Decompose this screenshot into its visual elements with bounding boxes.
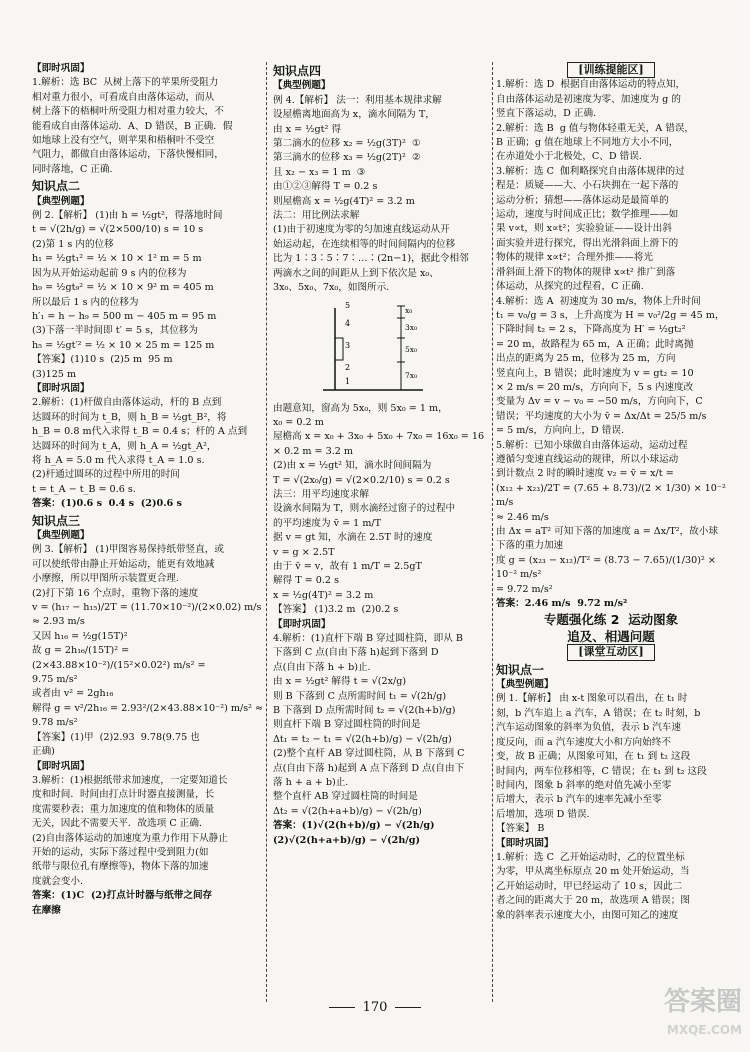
text-line: Δt₁ = t₂ − t₁ = √(2(h+b)/g) − √(2h/g) — [273, 733, 452, 745]
text-line: 3x₀、5x₀、7x₀，如图所示. — [273, 282, 390, 294]
text-line: 面实验并进行探究，得出光滑斜面上滑下的 — [496, 237, 679, 249]
text-line: 变量为 Δv = v − v₀ = −50 m/s，方向向下，C — [496, 396, 703, 408]
text-line: 气阻力，都做自由落体运动，下落快慢相同， — [32, 149, 224, 161]
text-line: 且 x₂ − x₃ = 1 m ③ — [273, 166, 366, 178]
text-line: 3.解析：选 C 伽利略探究自由落体规律的过 — [496, 165, 685, 177]
text-line: (2)整个直杆 AB 穿过圆柱筒，从 B 下落到 C — [273, 748, 465, 760]
text-line: x = ½g(4T)² = 3.2 m — [273, 589, 374, 601]
text-line: (3)125 m — [32, 368, 77, 380]
text-line: 能看成自由落体运动．A、D 错误，B 正确．假 — [32, 120, 233, 132]
answer-line: (2)√(2(h+a+b)/g) − √(2h/g) — [273, 834, 421, 846]
drop-number-label: 1 — [345, 376, 351, 386]
text-line: 到计数点 2 时的瞬时速度 v₂ = v̄ = x/t = — [496, 468, 674, 480]
watermark-sub: MXQE.COM — [666, 1023, 742, 1037]
text-line: 或者由 v² = 2gh₁₆ — [32, 688, 114, 700]
text-line: 由 x = ½gt² 解得 t = √(2x/g) — [273, 676, 407, 688]
text-line: 下落到 C 点(自由下落 h)起到下落到 D — [273, 647, 439, 659]
text-line: 无关，因此不需要天平．故选项 C 正确． — [32, 818, 209, 830]
spacing-label: 5x₀ — [405, 344, 418, 354]
text-line: 时间内，图象 b 斜率的绝对值先减小至零 — [496, 779, 672, 791]
text-line: 整个直杆 AB 穿过圆柱筒的时间是 — [273, 791, 418, 803]
diagram-svg — [313, 298, 433, 398]
text-line: 【答案】(1)10 s (2)5 m 95 m — [32, 354, 173, 366]
text-line: 1.解析：选 C 乙开始运动时，乙的位置坐标 — [496, 851, 685, 863]
text-line: Δt₂ = √(2(h+a+b)/g) − √(2h/g) — [273, 805, 422, 817]
text-line: T = √(2x₀/g) = √(2×0.2/10) s = 0.2 s — [273, 474, 450, 486]
text-line: = 5 m/s，方向向上，D 错误. — [496, 425, 625, 437]
text-line: t = √(2h/g) = √(2×500/10) s = 10 s — [32, 224, 204, 236]
answer-line: 在摩擦 — [32, 904, 61, 916]
text-line: 如地球上没有空气，则苹果和梧桐叶不受空 — [32, 135, 215, 147]
column-right — [496, 62, 729, 923]
text-line: 又因 h₁₆ = ½g(15T)² — [32, 630, 128, 642]
text-line: 屋檐高 x = x₀ + 3x₀ + 5x₀ + 7x₀ = 16x₀ = 16 — [273, 431, 485, 443]
text-line: 3.解析：(1)根据纸带求加速度，一定要知道长 — [32, 774, 228, 786]
boxed-heading-frame: [训练提能区] — [567, 62, 654, 78]
text-line: 竖直向上，B 错误；此时速度为 v = gt₂ = 10 — [496, 367, 694, 379]
text-line: 比为 1∶3∶5∶7∶…∶(2n−1)，据此令相邻 — [273, 253, 469, 265]
watermark-main: 答案圈 — [663, 987, 742, 1017]
text-line: 竖直下落运动，D 正确. — [496, 108, 597, 120]
subsection-tag: 【典型例题】 — [32, 530, 90, 541]
text-line: 的平均速度为 v̄ = 1 m/T — [273, 517, 382, 529]
text-line: 自由落体运动是初速度为零、加速度为 g 的 — [496, 93, 681, 105]
text-line: 象的斜率表示速度大小，由图可知乙的速度 — [496, 909, 679, 921]
page-number — [0, 1000, 750, 1015]
text-line: 两滴水之间的间距从上到下依次是 x₀、 — [273, 267, 439, 279]
text-line: 设屋檐离地面高为 x，滴水间隔为 T， — [273, 109, 435, 121]
text-line: 同时落地，C 正确. — [32, 163, 113, 175]
spacing-label: x₀ — [405, 305, 413, 315]
text-line: (3)下落一半时间即 t′ = 5 s，其位移为 — [32, 325, 199, 337]
column-divider — [266, 62, 267, 1002]
text-line: 度就会变小. — [32, 875, 84, 887]
text-line: (1)由于初速度为零的匀加速直线运动从开 — [273, 224, 450, 236]
section-heading: 知识点一 — [496, 662, 545, 677]
drop-number-label: 3 — [345, 340, 351, 350]
answer-line: 答案：2.46 m/s 9.72 m/s² — [496, 598, 628, 610]
boxed-heading-frame: [课堂互动区] — [567, 644, 654, 660]
text-line: 刻，b 汽车追上 a 汽车，A 错误；在 t₂ 时刻，b — [496, 707, 701, 719]
text-line: 例 2.【解析】 (1)由 h = ½gt²，得落地时间 — [32, 210, 223, 222]
text-line: 2.解析：选 B g 值与物体轻重无关，A 错误， — [496, 122, 695, 134]
text-line: 开始的运动，实际下落过程中受到阻力(如 — [32, 846, 209, 858]
text-line: 则 B 下落到 C 点所需时间 t₁ = √(2h/g) — [273, 690, 447, 702]
text-line: 5.解析：已知小球做自由落体运动，运动过程 — [496, 439, 688, 451]
text-line: = 20 m，故路程为 65 m，A 正确；此时离抛 — [496, 338, 694, 350]
watermark-logo — [664, 988, 742, 1044]
text-line: 1.解析：选 D 根据自由落体运动的特点知， — [496, 79, 686, 91]
text-line: × 0.2 m = 3.2 m — [273, 445, 354, 457]
text-line: 例 4.【解析】 法一：利用基本规律求解 — [273, 94, 442, 106]
text-line: 正确) — [32, 746, 55, 758]
text-line: 汽车运动图象的斜率为负值，表示 b 汽车速 — [496, 722, 681, 734]
text-line: 运动，速度与时间成正比；数学推理——如 — [496, 209, 679, 221]
drop-number-label: 2 — [345, 362, 351, 372]
window-frame — [335, 338, 343, 360]
text-line: 下降时间 t₂ = 2 s，下降高度为 H′ = ½gt₂² — [496, 324, 686, 336]
text-line: x₀ = 0.2 m — [273, 416, 324, 428]
text-line: 例 1.【解析】 由 x-t 图象可以看出，在 t₁ 时 — [496, 693, 688, 705]
text-line: 点(自由下落 h)起到 A 点下落到 D 点(自由下 — [273, 762, 465, 774]
text-line: 始运动起，在连续相等的时间间隔内的位移 — [273, 238, 456, 250]
column-middle — [273, 62, 491, 848]
text-line: 由题意知，窗高为 5x₀，则 5x₀ = 1 m， — [273, 402, 448, 414]
subsection-tag: 【即时巩固】 — [273, 618, 331, 630]
text-line: 例 3.【解析】 (1)甲图容易保持纸带竖直，或 — [32, 544, 224, 556]
subsection-tag: 【即时巩固】 — [32, 760, 90, 772]
text-line: 2.解析：(1)杆做自由落体运动，杆的 B 点到 — [32, 397, 222, 409]
subsection-tag: 【即时巩固】 — [32, 382, 90, 394]
column-divider — [492, 62, 493, 1002]
window-drip-diagram — [313, 298, 491, 398]
text-line: 变，故 B 正确；从图象可知，在 t₁ 到 t₂ 这段 — [496, 751, 691, 763]
text-line: 将 h_A = 5.0 m 代入求得 t_A = 1.0 s. — [32, 454, 205, 466]
text-line: 程是：质疑——大、小石块拥在一起下落的 — [496, 180, 679, 192]
text-line: 在赤道处小于北极处，C、D 错误. — [496, 151, 642, 163]
text-line: × 2 m/s = 20 m/s，方向向下，5 s 内速度改 — [496, 381, 694, 393]
text-line: 出点的距离为 25 m，位移为 25 m，方向 — [496, 353, 676, 365]
section-heading: 知识点二 — [32, 179, 81, 194]
text-line: 者之间的距离大于 20 m，故选项 A 错误；图 — [496, 895, 690, 907]
spacing-label: 7x₀ — [405, 370, 418, 380]
text-line: 树上落下的梧桐叶所受阻力相对重力较大，不 — [32, 106, 224, 118]
text-line: 解得 T = 0.2 s — [273, 575, 340, 587]
text-line: t = t_A − t_B = 0.6 s. — [32, 483, 136, 495]
text-line: 落 h + a + b)止. — [273, 777, 349, 789]
text-line: v = g × 2.5T — [273, 546, 335, 558]
text-line: ≈ 2.46 m/s — [496, 511, 549, 523]
text-line: 【答案】(1)甲 (2)2.93 9.78(9.75 也 — [32, 731, 200, 743]
text-line: 可以使纸带由静止开始运动，能更有效地减 — [32, 558, 215, 570]
text-line: 为零，甲从离坐标原点 20 m 处开始运动，当 — [496, 866, 690, 878]
text-line: 度 g = (x₂₃ − x₁₂)/T² = (8.73 − 7.65)/(1/30)² × 10⁻² m/s² — [496, 554, 719, 581]
text-line: h_B = 0.8 m代入求得 t_B = 0.4 s；杆的 A 点到 — [32, 426, 248, 438]
text-line: 相对重力很小，可看成自由落体运动，而从 — [32, 91, 215, 103]
text-line: 所以最后 1 s 内的位移为 — [32, 296, 139, 308]
text-line: 设滴水间隔为 T，则水滴经过窗子的过程中 — [273, 503, 456, 515]
text-line: 【答案】 (1)3.2 m (2)0.2 s — [273, 604, 399, 616]
subsection-tag: 【典型例题】 — [496, 679, 554, 691]
subsection-tag: 【典型例题】 — [273, 80, 331, 92]
text-line: h₉ = ½gt₉² = ½ × 10 × 9² m = 405 m — [32, 282, 214, 294]
text-line: (x₁₂ + x₂₃)/2T = (7.65 + 8.73)/(2 × 1/30) × 10⁻² m/s — [496, 482, 729, 509]
answer-line: 答案：(1)√(2(h+b)/g) − √(2h/g) — [273, 820, 435, 832]
text-line: 9.75 m/s² — [32, 674, 78, 686]
text-line: 故 g = 2h₁₆/(15T)² = (2×43.88×10⁻²)/(15²×0.02²) m/s² = — [32, 645, 206, 671]
text-line: 遵循匀变速直线运动的规律，所以小球运动 — [496, 453, 679, 465]
text-line: 法三：用平均速度求解 — [273, 488, 369, 500]
drop-number-label: 5 — [345, 300, 351, 310]
text-line: 第三滴水的位移 x₃ = ½g(2T)² ② — [273, 152, 421, 164]
text-line: 法二：用比例法求解 — [273, 210, 360, 222]
text-line: 由 x = ½gt² 得 — [273, 123, 341, 135]
text-line: 由①②③解得 T = 0.2 s — [273, 181, 378, 193]
text-line: 运动分析；猜想——落体运动是最简单的 — [496, 194, 669, 206]
text-line: 物体的规律 x∝t²；合理外推——将光 — [496, 252, 653, 264]
text-line: B 正确；g 值在地球上不同地方大小不同， — [496, 137, 679, 149]
text-line: 由于 v̄ = v，故有 1 m/T = 2.5gT — [273, 560, 422, 572]
text-line: 后增大，表示 b 汽车的速率先减小至零 — [496, 794, 662, 806]
subsection-tag: 【典型例题】 — [32, 195, 90, 207]
text-line: 1.解析：选 BC 从树上落下的苹果所受阻力 — [32, 77, 219, 89]
text-line: 据 v = gt 知，水滴在 2.5T 时的速度 — [273, 532, 433, 544]
text-line: 错误；平均速度的大小为 v̄ = Δx/Δt = 25/5 m/s — [496, 410, 707, 422]
column-left — [32, 62, 267, 918]
text-line: 4.解析：(1)直杆下端 B 穿过圆柱筒，即从 B — [273, 633, 463, 644]
text-line: h₅ = ½gt′² = ½ × 10 × 25 m = 125 m — [32, 339, 215, 351]
text-line: 达圆环的时间为 t_A，则 h_A = ½gt_A²， — [32, 440, 217, 452]
boxed-heading — [496, 62, 726, 78]
text-line: B 下落到 D 点所需时间 t₂ = √(2(h+b)/g) — [273, 705, 456, 717]
text-line: 体运动，从探究的过程看，C 正确. — [496, 281, 644, 293]
spacing-label: 3x₀ — [405, 322, 418, 332]
text-line: 小摩擦，所以甲图所示装置更合理. — [32, 573, 179, 585]
text-line: (2)第 1 s 内的位移 — [32, 238, 114, 250]
special-heading: 追及、相遇问题 — [567, 628, 655, 644]
boxed-heading — [496, 644, 726, 660]
text-line: h₁ = ½gt₁² = ½ × 10 × 1² m = 5 m — [32, 253, 202, 265]
section-heading: 知识点四 — [273, 64, 322, 78]
text-line: 【答案】 B — [496, 823, 545, 835]
text-line: (2)由 x = ½gt² 知，滴水时间间隔为 — [273, 460, 432, 472]
text-line: 乙开始运动时，甲已经运动了 10 s，因此二 — [496, 880, 683, 892]
text-line: 由 Δx = aT² 可知下落的加速度 a = Δx/T²，故小球下落的重力加速 — [496, 526, 718, 552]
drop-number-label: 4 — [345, 318, 351, 328]
text-line: 解得 g = v²/2h₁₆ = 2.93²/(2×43.88×10⁻²) m/s² ≈ 9.78 m/s² — [32, 702, 267, 729]
answer-line: 答案：(1)C (2)打点计时器与纸带之间存 — [32, 890, 213, 902]
page-number-text: 170 — [362, 1000, 388, 1015]
text-line: 4.解析：选 A 初速度为 30 m/s，物体上升时间 — [496, 295, 701, 307]
special-heading: 专题强化练 2 运动图象 — [543, 612, 679, 628]
text-line: 时间内，两车位移相等，C 错误；在 t₁ 到 t₂ 这段 — [496, 765, 707, 777]
text-line: 点(自由下落 h + b)止. — [273, 661, 371, 673]
section-heading: 知识点三 — [32, 513, 81, 528]
text-line: h′₁ = h − h₉ = 500 m − 405 m = 95 m — [32, 310, 217, 322]
text-line: (2)打下第 16 个点时，重物下落的速度 — [32, 587, 199, 599]
text-line: 度需要秒表；重力加速度的值和物体的质量 — [32, 803, 215, 815]
text-line: 后增加，选项 D 错误. — [496, 808, 590, 820]
text-line: 因为从开始运动起前 9 s 内的位移为 — [32, 267, 187, 279]
text-line: v = (h₁₇ − h₁₅)/2T = (11.70×10⁻²)/(2×0.02) m/s ≈ 2.93 m/s — [32, 602, 265, 628]
text-line: 则直杆下端 B 穿过圆柱筒的时间是 — [273, 719, 421, 731]
answer-line: 答案：(1)0.6 s 0.4 s (2)0.6 s — [32, 498, 182, 510]
text-line: 度反向，而 a 汽车速度大小和方向始终不 — [496, 736, 671, 748]
text-line: (2)自由落体运动的加速度为重力作用下从静止 — [32, 832, 228, 844]
subsection-tag: 【即时巩固】 — [32, 63, 90, 74]
subsection-tag: 【即时巩固】 — [496, 837, 554, 849]
text-line: 第二滴水的位移 x₂ = ½g(3T)² ① — [273, 138, 421, 150]
text-line: 纸带与限位孔有摩擦等)，物体下落的加速 — [32, 861, 209, 873]
text-line: = 9.72 m/s² — [496, 583, 553, 595]
text-line: 滑斜面上滑下的物体的规律 x∝t² 推广到落 — [496, 266, 676, 278]
text-line: t₁ = v₀/g = 3 s，上升高度为 H = v₀²/2g = 45 m， — [496, 309, 725, 321]
text-line: (2)杆通过圆环的过程中所用的时间 — [32, 469, 180, 481]
text-line: 果 v∝t，则 x∝t²；实验验证——设计出斜 — [496, 223, 672, 235]
text-line: 达圆环的时间为 t_B，则 h_B = ½gt_B²，将 — [32, 411, 227, 423]
text-line: 则屋檐高 x = ½g(4T)² = 3.2 m — [273, 195, 415, 207]
text-line: 度和时间．时间由打点计时器直接测量，长 — [32, 789, 215, 801]
